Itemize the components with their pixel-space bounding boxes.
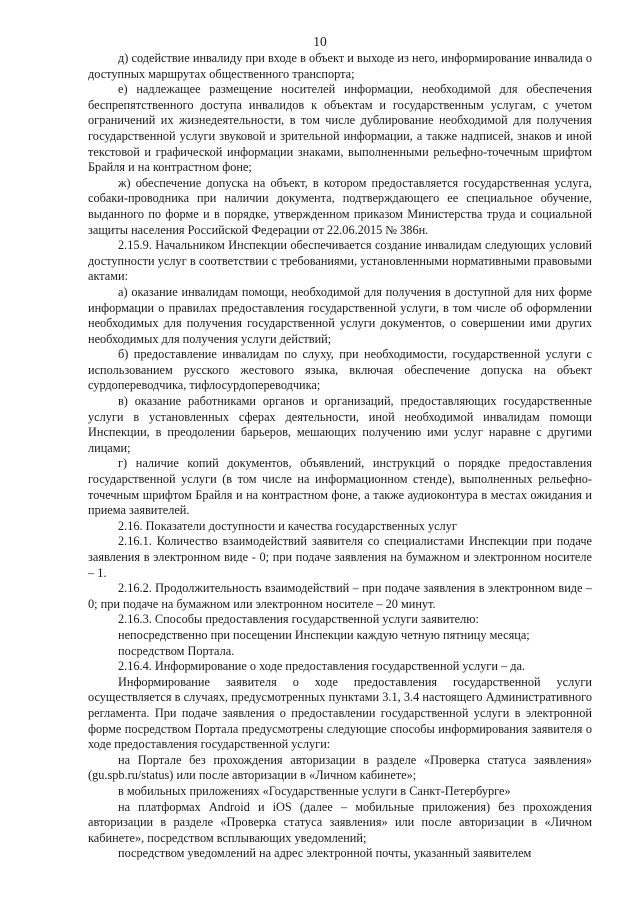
paragraph: 2.16.4. Информирование о ходе предоставления государственной услуги – да. bbox=[118, 659, 525, 674]
paragraph: б) предоставление инвалидам по слуху, при необходимости, государственной услуги с использованием русского жестового языка, включая обеспечение допуска на объект сурдопереводчика, тифлосурдопереводчика; bbox=[88, 347, 592, 393]
paragraph: в мобильных приложениях «Государственные услуги в Санкт-Петербурге» bbox=[118, 783, 511, 798]
paragraph: а) оказание инвалидам помощи, необходимой для получения в доступной для них форме информации о правилах предоставления государственной услуги, в том числе об оформлении необходимых для получения государственной услуги документов, о совершении ими других необходимых для получения услуги действий; bbox=[88, 284, 592, 346]
paragraph: ж) обеспечение допуска на объект, в котором предоставляется государственная услуга, собаки-проводника при наличии документа, подтверждающего ее специальное обучение, выданного по форме и в порядке, утвержденном приказом Министерства труда и социальной защиты населения Российской Федерации от 22.06.2015 № 386н. bbox=[88, 175, 592, 237]
paragraph: на платформах Android и iOS (далее – мобильные приложения) без прохождения авторизации в разделе «Проверка статуса заявления» или после авторизации в «Личном кабинете», посредством всплывающих уведомлений; bbox=[88, 799, 592, 845]
section-heading: 2.16. Показатели доступности и качества государственных услуг bbox=[118, 518, 457, 533]
paragraph: д) содействие инвалиду при входе в объект и выходе из него, информирование инвалида о доступных маршрутах общественного транспорта; bbox=[88, 51, 592, 81]
paragraph: 2.15.9. Начальником Инспекции обеспечивается создание инвалидам следующих условий доступности услуг в соответствии с требованиями, установленными нормативными правовыми актами: bbox=[88, 238, 592, 284]
paragraph: посредством уведомлений на адрес электронной почты, указанный заявителем bbox=[118, 846, 532, 861]
page-number: 10 bbox=[313, 34, 327, 49]
document-body bbox=[88, 51, 592, 862]
paragraph: в) оказание работниками органов и организаций, предоставляющих государственные услуги в установленных сферах деятельности, иной необходимой инвалидам помощи Инспекции, в преодолении барьеров, мешающих получению ими услуг наравне с другими лицами; bbox=[88, 394, 592, 455]
paragraph: непосредственно при посещении Инспекции каждую четную пятницу месяца; bbox=[118, 627, 530, 642]
paragraph: посредством Портала. bbox=[118, 643, 235, 658]
paragraph: 2.16.1. Количество взаимодействий заявителя со специалистами Инспекции при подаче заявления в электронном виде - 0; при подаче заявления на бумажном и электронном носителе – 1. bbox=[88, 534, 592, 580]
paragraph: е) надлежащее размещение носителей информации, необходимой для обеспечения беспрепятственного доступа инвалидов к объектам и государственным услугам, с учетом ограничений их жизнедеятельности, в том числе дублирование необходимой для получения государственной услуги звуковой и зрительной информации, а также надписей, знаков и иной текстовой и графической информации знаками, выполненными рельефно-точечным шрифтом Брайля и на контрастном фоне; bbox=[88, 82, 592, 175]
paragraph: на Портале без прохождения авторизации в разделе «Проверка статуса заявления» (gu.spb.ru/status) или после авторизации в «Личном кабинете»; bbox=[88, 752, 592, 783]
paragraph: Информирование заявителя о ходе предоставления государственной услуги осуществляется в случаях, предусмотренных пунктами 3.1, 3.4 настоящего Административного регламента. При подаче заявления о предоставлении государственной услуги в электронной форме посредством Портала предусмотрены следующие способы информирования заявителя о ходе предоставления государственной услуги: bbox=[88, 674, 592, 752]
paragraph: 2.16.3. Способы предоставления государственной услуги заявителю: bbox=[118, 612, 479, 627]
paragraph: 2.16.2. Продолжительность взаимодействий – при подаче заявления в электронном виде – 0; при подаче на бумажном или электронном носителе – 20 минут. bbox=[88, 581, 592, 611]
paragraph: г) наличие копий документов, объявлений, инструкций о порядке предоставления государственной услуги (в том числе на информационном стенде), выполненных рельефно-точечным шрифтом Брайля и на контрастном фоне, а также аудиоконтура в местах ожидания и приема заявителей. bbox=[88, 456, 592, 518]
